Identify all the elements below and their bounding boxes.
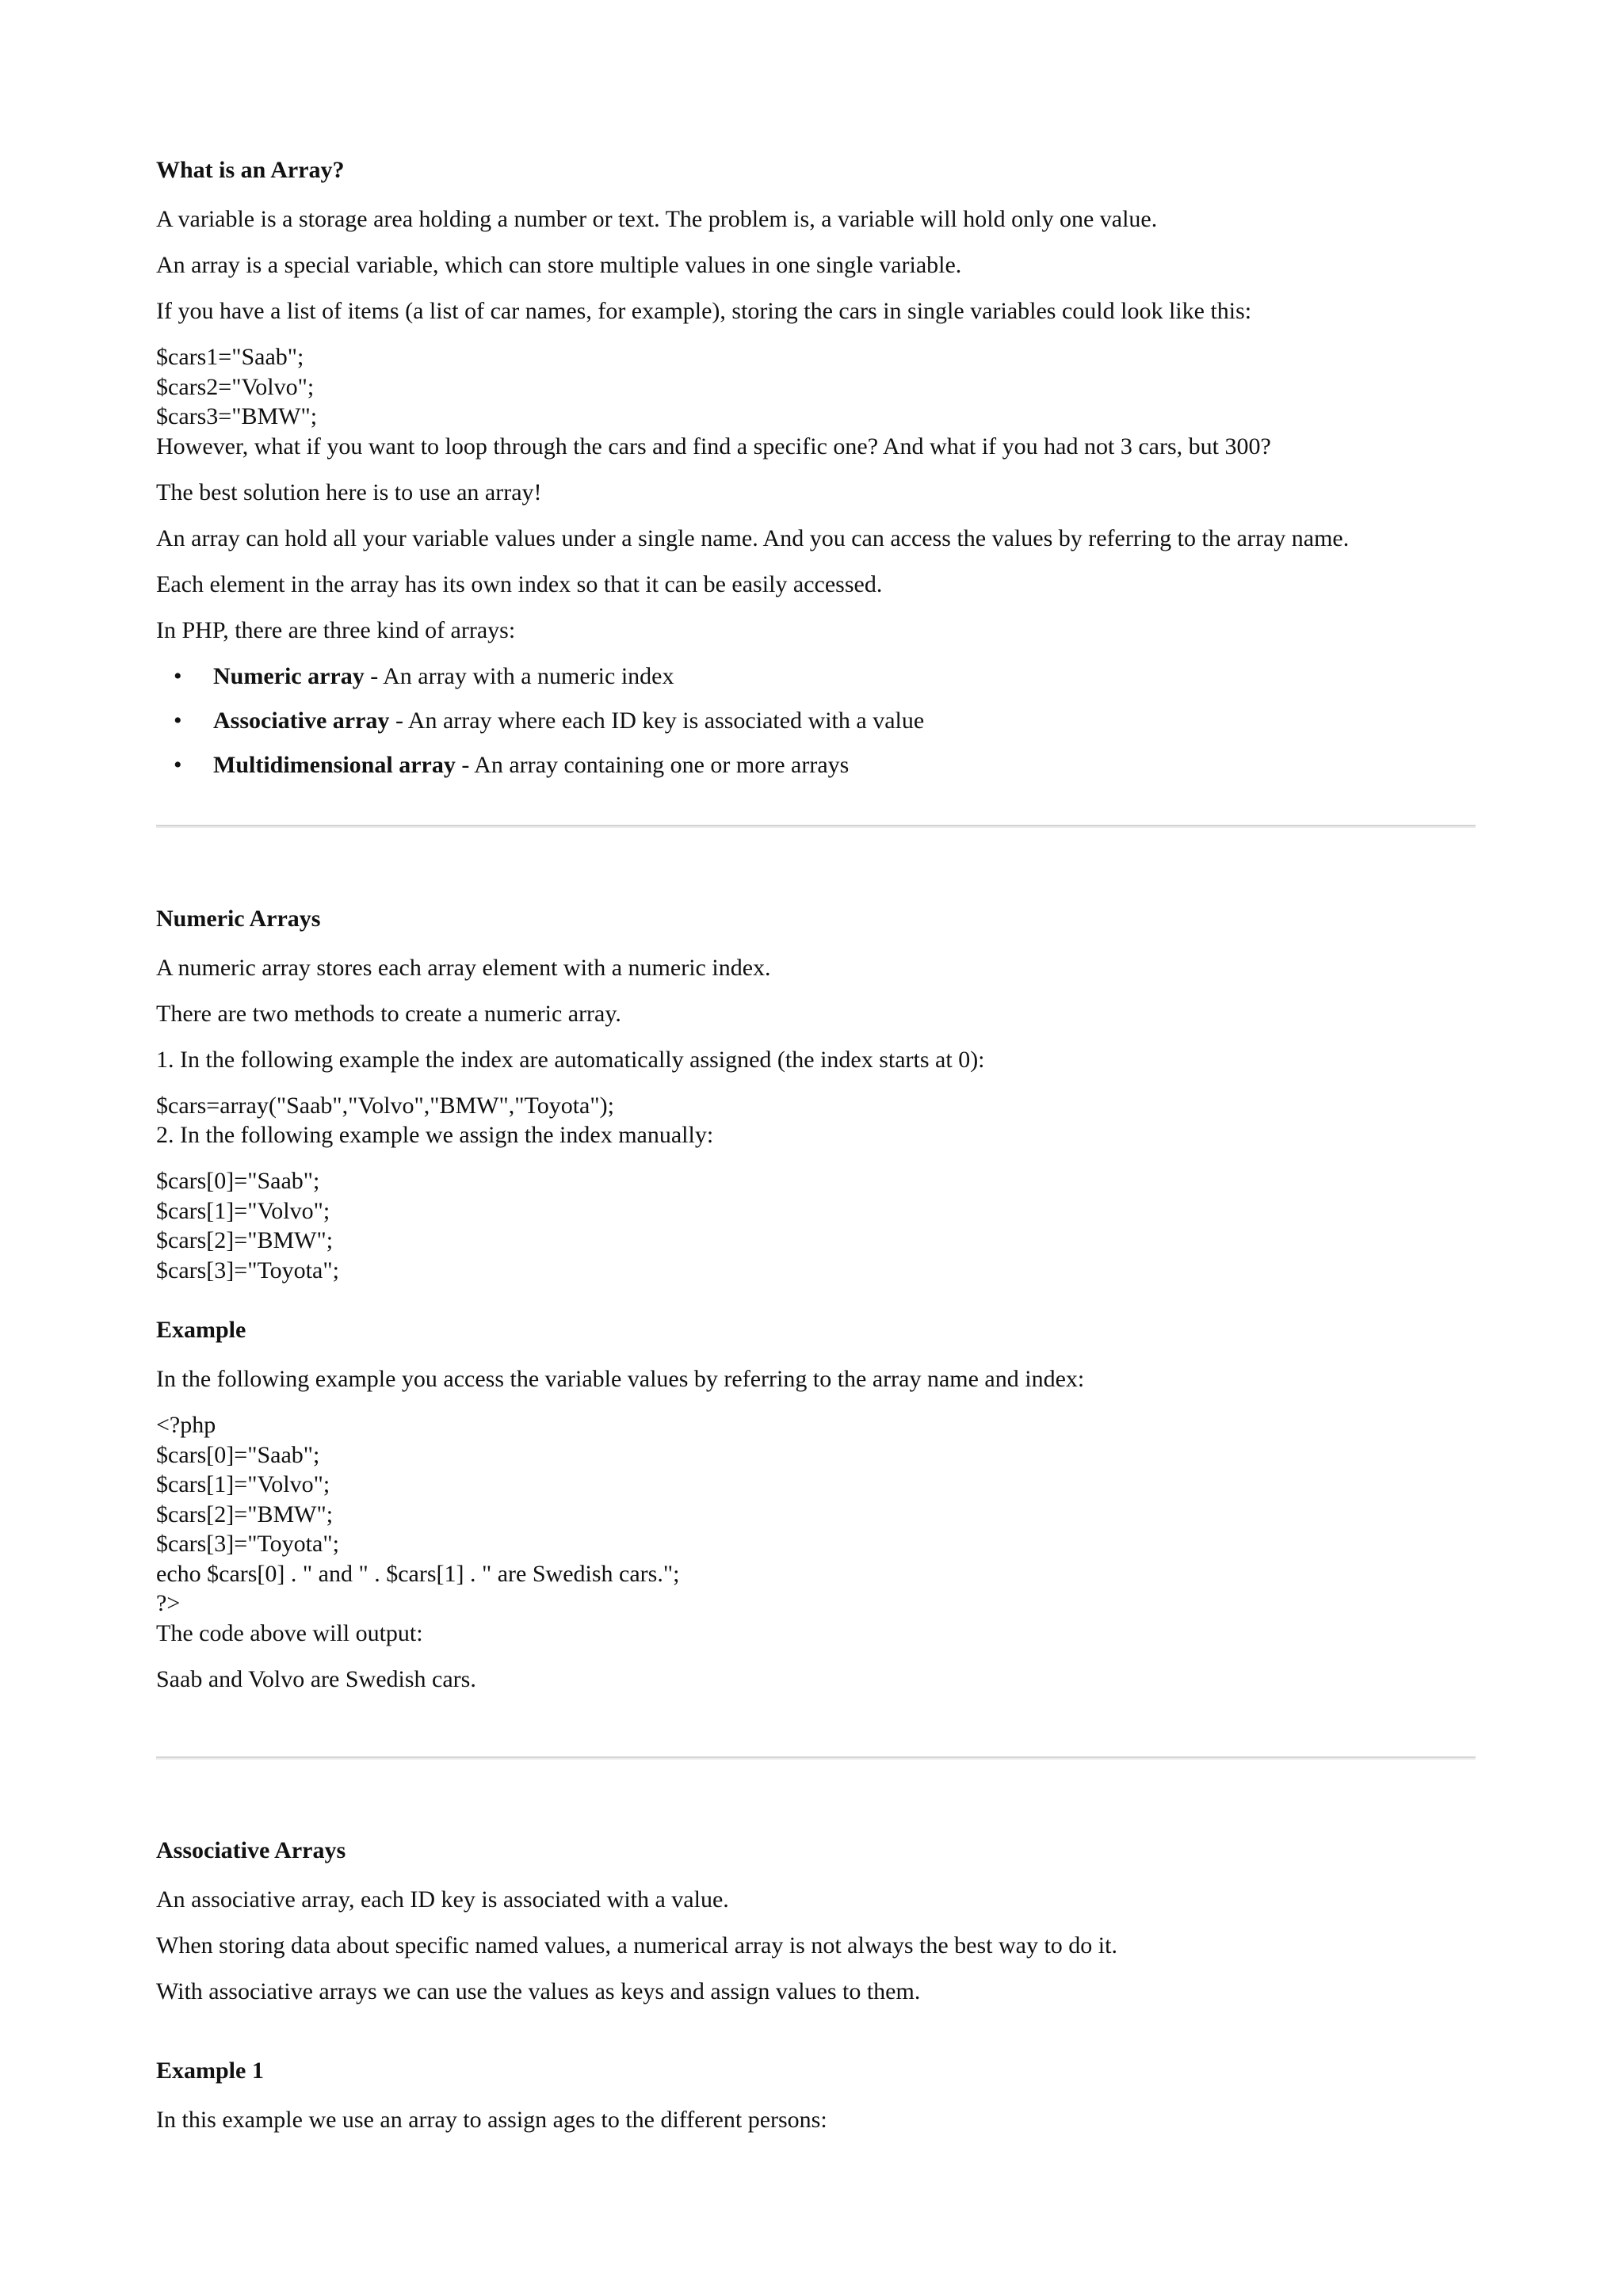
code-line: $cars=array("Saab","Volvo","BMW","Toyota"); [156,1092,614,1119]
paragraph: However, what if you want to loop through the cars and find a specific one? And what if you had not 3 cars, but 300? [156,433,1271,460]
section-heading-numeric-arrays: Numeric Arrays [156,905,321,932]
paragraph: There are two methods to create a numeric array. [156,1000,621,1027]
paragraph: With associative arrays we can use the values as keys and assign values to them. [156,1978,921,2004]
code-line: $cars[2]="BMW"; [156,1227,334,1253]
code-line: $cars[0]="Saab"; [156,1441,320,1468]
paragraph: An array is a special variable, which can store multiple values in one single variable. [156,252,962,278]
code-line: $cars[3]="Toyota"; [156,1257,339,1283]
paragraph: 1. In the following example the index are automatically assigned (the index starts at 0): [156,1046,985,1073]
document-body [156,155,1476,2151]
code-block [156,1410,1476,1619]
code-line: $cars[3]="Toyota"; [156,1531,339,1557]
list-item [174,706,1476,736]
list-item-description: - An array containing one or more arrays [455,751,850,778]
bullet-icon: • [174,751,182,778]
example-heading: Example 1 [156,2057,264,2084]
paragraph: The best solution here is to use an array! [156,479,542,505]
section-heading-what-is-array: What is an Array? [156,157,345,183]
code-output: Saab and Volvo are Swedish cars. [156,1665,476,1692]
paragraph: An associative array, each ID key is associated with a value. [156,1886,729,1913]
paragraph: In PHP, there are three kind of arrays: [156,616,516,643]
bullet-icon: • [174,662,182,689]
paragraph: If you have a list of items (a list of car names, for example), storing the cars in single variables could look like this: [156,298,1252,324]
list-item-description: - An array with a numeric index [364,662,674,689]
paragraph: The code above will output: [156,1619,423,1646]
example-heading: Example [156,1317,246,1343]
list-item [174,662,1476,692]
list-item-description: - An array where each ID key is associated with a value [389,707,925,734]
list-item-term: Numeric array [213,662,365,689]
code-line: $cars1="Saab"; [156,344,304,370]
paragraph: A numeric array stores each array element with a numeric index. [156,954,771,981]
paragraph: A variable is a storage area holding a number or text. The problem is, a variable will hold only one value. [156,206,1158,232]
code-block [156,342,1476,432]
list-item [174,750,1476,780]
paragraph: 2. In the following example we assign the index manually: [156,1122,714,1148]
paragraph: When storing data about specific named values, a numerical array is not always the best way to do it. [156,1932,1117,1958]
code-block [156,1166,1476,1285]
list-item-term: Multidimensional array [213,751,456,778]
code-line: $cars2="Volvo"; [156,373,315,400]
section-heading-associative-arrays: Associative Arrays [156,1836,346,1863]
code-line: echo $cars[0] . " and " . $cars[1] . " are Swedish cars."; [156,1560,680,1587]
bullet-icon: • [174,707,182,734]
code-block [156,1091,1476,1121]
code-line: $cars[1]="Volvo"; [156,1471,330,1497]
paragraph: Each element in the array has its own index so that it can be easily accessed. [156,570,883,597]
code-line: $cars[2]="BMW"; [156,1501,334,1527]
array-types-list [156,662,1476,780]
code-line: $cars[0]="Saab"; [156,1168,320,1194]
code-line: $cars[1]="Volvo"; [156,1197,330,1224]
paragraph: In the following example you access the variable values by referring to the array name and index: [156,1366,1085,1392]
paragraph: In this example we use an array to assign ages to the different persons: [156,2106,827,2133]
code-line: <?php [156,1412,216,1438]
code-line: $cars3="BMW"; [156,403,318,429]
paragraph: An array can hold all your variable values under a single name. And you can access the values by referring to the array name. [156,524,1350,551]
code-line: ?> [156,1590,181,1616]
list-item-term: Associative array [213,707,390,734]
